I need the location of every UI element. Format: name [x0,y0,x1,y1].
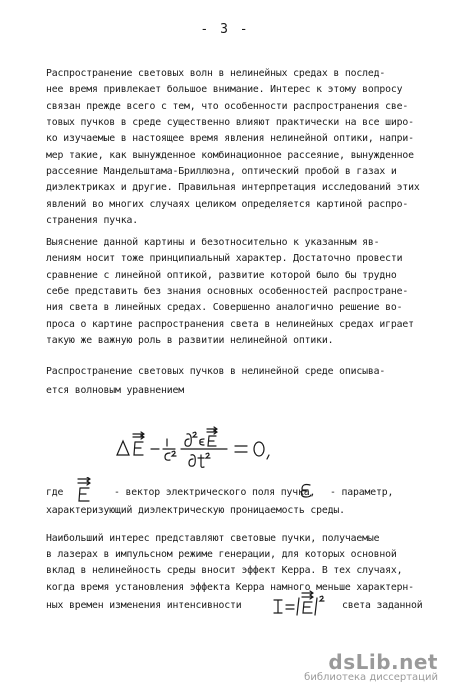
watermark-subtitle: библиотека диссертаций [304,672,438,683]
text-line: нее время привлекает большое внимание. Интерес к этому вопросу [46,84,403,95]
intensity-prefix: ных времен изменения интенсивности [46,600,242,611]
text-line: Распространение световых волн в нелинейных средах в послед- [46,68,386,79]
text-line: товых пучков в среде существенно влияют практически на все широ- [46,117,414,128]
text-line: рассеяние Мандельштама-Бриллюэна, оптический пробой в газах и [46,166,397,177]
where-suffix: - параметр, [330,487,394,498]
text-line: себе представить без знания основных особенностей распростране- [46,286,409,297]
text-line: проса о картине распространения света в нелинейных средах играет [46,319,414,330]
epsilon-symbol [298,481,314,501]
text-line: связан прежде всего с тем, что особенности распространения све- [46,101,409,112]
text-line: мер такие, как вынужденное комбинационное рассеяние, вынужденное [46,150,414,161]
intensity-formula [272,590,336,616]
field-vector-symbol [74,477,98,503]
where-mid: - вектор электрического поля пучка, [114,487,316,498]
text-line: Распространение световых пучков в нелинейной среде описыва- [46,366,386,377]
text-line: диэлектриках и другие. Правильная интерпретация исследований этих [46,182,420,193]
text-line: вклад в нелинейность среды вносит эффект Керра. В тех случаях, [46,565,403,576]
text-line: Наибольший интерес представляют световые пучки, получаемые [46,533,380,544]
where-prefix: где [46,487,64,498]
text-line: явлений во многих случаях целиком определяется картиной распро- [46,199,409,210]
site-watermark [304,650,438,683]
text-line: Выяснение данной картины и безотносительно к указанным яв- [46,237,380,248]
text-line: такую же важную роль в развитии нелинейной оптики. [46,335,334,346]
text-line: в лазерах в импульсном режиме генерации, для которых основной [46,549,397,560]
text-line: странения пучка. [46,215,138,226]
wave-equation-drawing [115,425,295,469]
text-line: характеризующий диэлектрическую проницаемость среды. [46,505,345,516]
text-line: когда время установления эффекта Керра намного меньше характерн- [46,582,414,593]
wave-equation [115,425,295,469]
watermark-logo: dsLib.net [328,650,438,674]
text-line: лениям носит тоже принципиальный характер. Достаточно провести [46,253,403,264]
text-line: сравнение с линейной оптикой, развитие которой было бы трудно [46,270,397,281]
text-line: ния света в линейных средах. Совершенно аналогично решение во- [46,302,403,313]
text-line: ко изучаемые в настоящее время явления нелинейной оптики, напри- [46,133,414,144]
page-number: - 3 - [200,22,250,37]
text-line: ется волновым уравнением [46,385,184,396]
intensity-suffix: света заданной [342,600,423,611]
where-line [46,485,416,505]
intensity-line [46,598,423,618]
